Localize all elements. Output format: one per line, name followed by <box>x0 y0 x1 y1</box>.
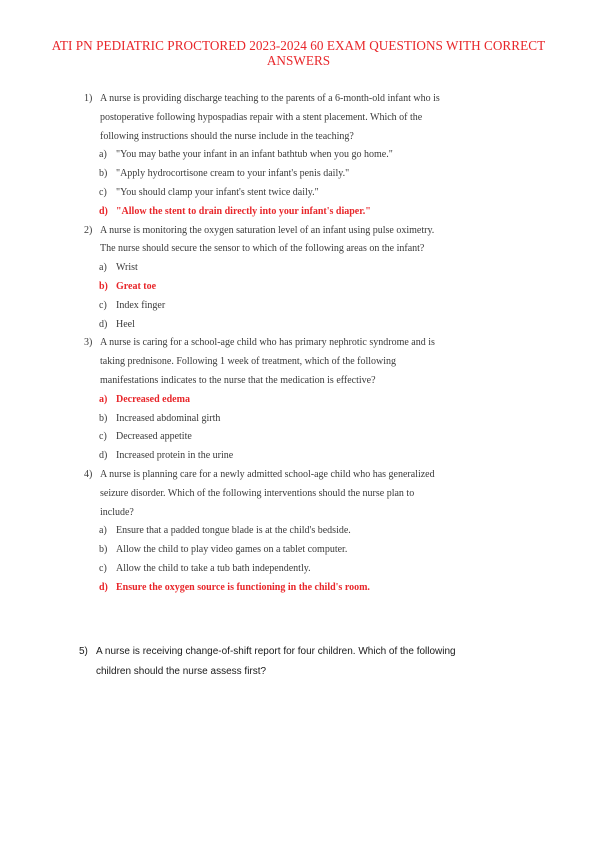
option-d <box>84 447 484 466</box>
option-a <box>84 146 484 165</box>
option-letter: c) <box>99 299 107 311</box>
option-letter: a) <box>99 149 107 161</box>
option-letter: a) <box>99 393 108 405</box>
option-letter: c) <box>99 431 107 443</box>
option-b <box>84 541 484 560</box>
question-stem-line: The nurse should secure the sensor to which of the following areas on the infant? <box>100 243 425 255</box>
option-letter: a) <box>99 262 107 274</box>
question-3 <box>84 334 484 466</box>
option-b-correct-answer <box>84 278 484 297</box>
option-text: "You may bathe your infant in an infant bathtub when you go home." <box>116 149 393 161</box>
option-text: Heel <box>116 318 135 330</box>
question-1 <box>84 90 484 222</box>
option-b <box>84 410 484 429</box>
option-text: Increased protein in the urine <box>116 450 234 462</box>
option-d-correct-answer <box>84 203 484 222</box>
question-number: 5) <box>79 646 88 657</box>
question-stem-line: A nurse is providing discharge teaching to the parents of a 6-month-old infant who is <box>100 93 440 104</box>
question-stem-line: manifestations indicates to the nurse that the medication is effective? <box>100 374 376 386</box>
option-text: Ensure the oxygen source is functioning in the child's room. <box>116 581 370 593</box>
option-letter: c) <box>99 186 107 198</box>
option-letter: b) <box>99 280 108 292</box>
question-2 <box>84 222 484 335</box>
option-text: Decreased edema <box>116 393 190 405</box>
option-c <box>84 297 484 316</box>
option-letter: d) <box>99 318 108 330</box>
option-letter: a) <box>99 525 107 537</box>
option-a <box>84 259 484 278</box>
option-letter: d) <box>99 581 108 593</box>
question-stem-line: seizure disorder. Which of the following interventions should the nurse plan to <box>100 487 415 499</box>
question-number: 2) <box>84 224 93 236</box>
option-b <box>84 165 484 184</box>
option-text: Decreased appetite <box>116 431 192 443</box>
title-line-1: ATI PN PEDIATRIC PROCTORED 2023-2024 60 EXAM QUESTIONS WITH CORRECT <box>51 38 546 53</box>
question-stem-line: children should the nurse assess first? <box>96 666 267 677</box>
question-5 <box>79 642 519 682</box>
option-letter: b) <box>99 544 108 556</box>
option-text: "Allow the stent to drain directly into your infant's diaper." <box>116 205 371 217</box>
question-stem-line: A nurse is monitoring the oxygen saturation level of an infant using pulse oximetry. <box>100 224 435 236</box>
option-d <box>84 316 484 335</box>
option-c <box>84 560 484 579</box>
option-text: "You should clamp your infant's stent twice daily." <box>116 186 319 198</box>
question-stem-line: include? <box>100 506 134 518</box>
option-text: Increased abdominal girth <box>116 412 221 424</box>
option-a-correct-answer <box>84 391 484 410</box>
option-text: Wrist <box>116 262 138 274</box>
option-letter: b) <box>99 412 108 424</box>
option-text: "Apply hydrocortisone cream to your infant's penis daily." <box>116 168 350 180</box>
option-letter: d) <box>99 450 108 462</box>
option-letter: b) <box>99 168 108 180</box>
option-c <box>84 184 484 203</box>
option-c <box>84 428 484 447</box>
question-stem-line: postoperative following hypospadias repair with a stent placement. Which of the <box>100 111 423 123</box>
question-4 <box>84 466 484 598</box>
option-text: Ensure that a padded tongue blade is at the child's bedside. <box>116 525 351 537</box>
question-number: 4) <box>84 469 93 480</box>
option-text: Index finger <box>116 299 166 311</box>
option-letter: c) <box>99 562 107 574</box>
option-a <box>84 522 484 541</box>
option-text: Allow the child to take a tub bath independently. <box>116 562 311 574</box>
question-number: 1) <box>84 93 93 104</box>
question-stem-line: A nurse is planning care for a newly admitted school-age child who has generalized <box>100 469 435 480</box>
question-stem-line: taking prednisone. Following 1 week of treatment, which of the following <box>100 356 397 368</box>
question-number: 3) <box>84 337 93 349</box>
question-stem-line: A nurse is receiving change-of-shift report for four children. Which of the following <box>96 646 456 657</box>
document-title <box>20 38 577 68</box>
question-stem-line: A nurse is caring for a school-age child who has primary nephrotic syndrome and is <box>100 337 435 349</box>
option-letter: d) <box>99 205 108 217</box>
title-line-2: ANSWERS <box>266 53 331 68</box>
option-text: Allow the child to play video games on a tablet computer. <box>116 544 348 556</box>
option-d-correct-answer <box>84 579 484 598</box>
option-text: Great toe <box>116 280 157 292</box>
question-stem-line: following instructions should the nurse include in the teaching? <box>100 130 354 142</box>
